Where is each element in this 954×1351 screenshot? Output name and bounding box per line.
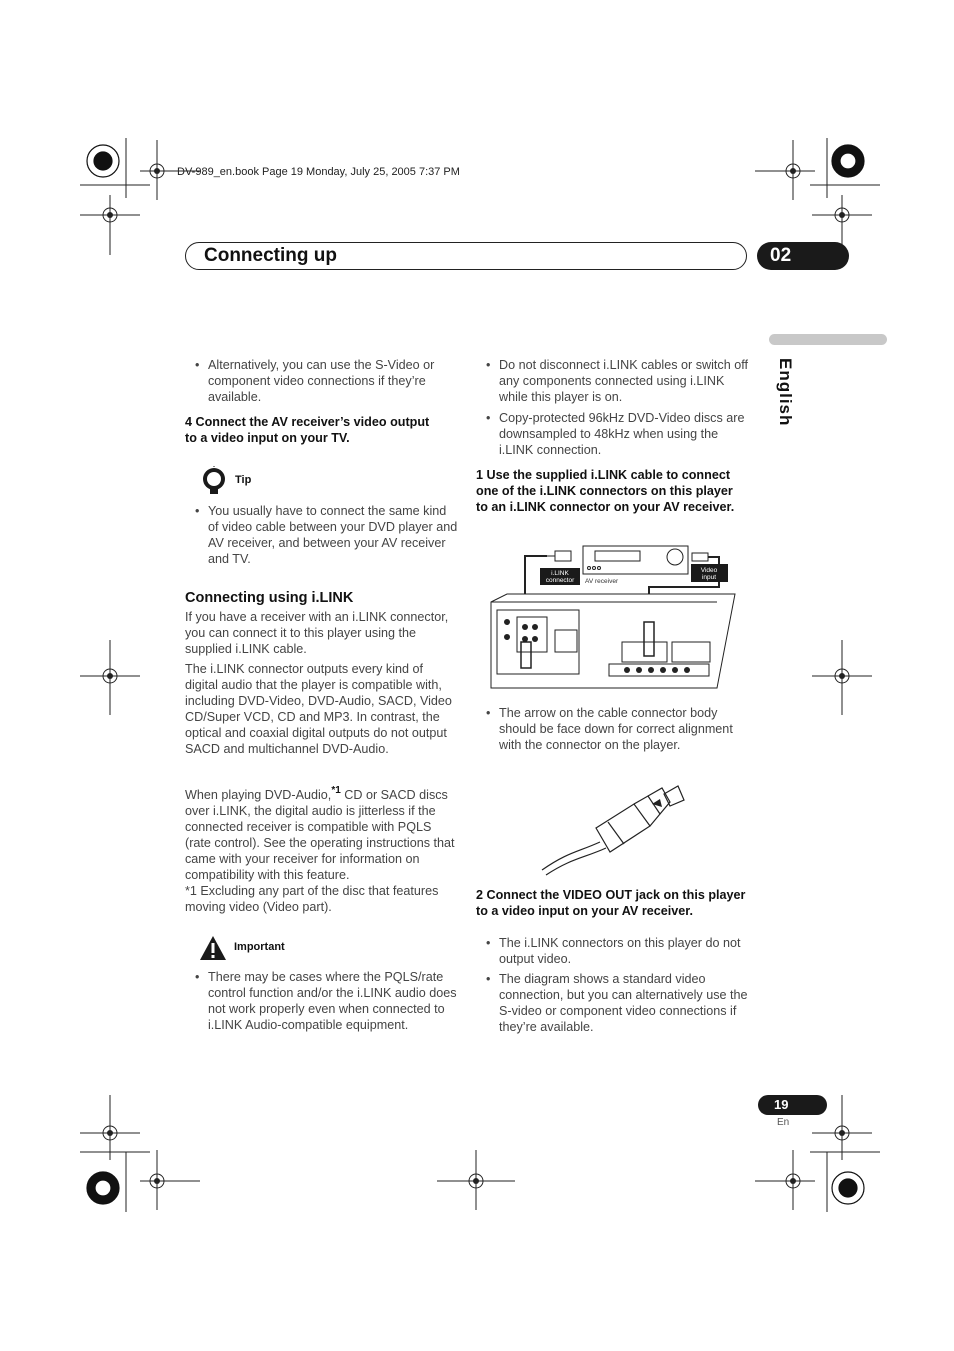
right-bullet-3: The arrow on the cable connector body should be face down for correct alignment with the connector on the player. [499,706,733,753]
paragraph-3-rest: CD or SACD discs over i.LINK, the digital audio is jitterless if the connected receiver is compatible with PQLS (rate control). See the operating instructions that came with your receiver for information on compatibility with this feature. [185,788,455,883]
bullet-dot-icon: • [486,936,491,950]
ilink-label-2: connector [545,577,575,584]
paragraph-3 [185,783,457,884]
right-bullet-5: The diagram shows a standard video connection, but you can alternatively use the S-video or component video connections if they’re available. [499,972,748,1035]
right-bullet-2: Copy-protected 96kHz DVD-Video discs are downsampled to 48kHz when using the i.LINK connection. [499,411,745,458]
language-tab [769,334,887,345]
bullet-dot-icon: • [195,504,200,518]
important-warning-icon [199,935,227,961]
page-number-badge [758,1095,827,1115]
footnote: *1 Excluding any part of the disc that features moving video (Video part). [185,884,439,915]
ilink-cable-plug-illustration [538,782,688,877]
bullet-dot-icon: • [195,358,200,372]
bullet-dot-icon: • [486,411,491,425]
bullet-dot-icon: • [195,970,200,984]
ilink-label-1: i.LINK [551,570,569,577]
paragraph-2: The i.LINK connector outputs every kind of digital audio that the player is compatible with, including DVD-Video, DVD-Audio, SACD, Video CD/Super VCD, CD and MP3. In contrast, the optical and coaxial digital outputs do not output SACD and multichannel DVD-Audio. [185,662,452,757]
bullet-dot-icon: • [486,706,491,720]
page-language: En [777,1117,790,1128]
video-input-label-1: Video [700,567,718,574]
video-input-label-2: input [701,574,717,581]
paragraph-1: If you have a receiver with an i.LINK connector, you can connect it to this player using the supplied i.LINK cable. [185,610,449,657]
chapter-number: 02 [770,245,792,266]
bullet-dot-icon: • [486,972,491,986]
tip-label: Tip [235,474,252,486]
language-label: English [776,358,795,427]
important-bullet: There may be cases where the PQLS/rate control function and/or the i.LINK audio does not work properly even when connected to i.LINK Audio-compatible equipment. [208,970,457,1033]
left-bullet-1: Alternatively, you can use the S-Video or component video connections if they’re available. [208,358,435,405]
paragraph-3-start: When playing DVD-Audio, [185,788,332,802]
bullet-dot-icon: • [486,358,491,372]
step-1: 1 Use the supplied i.LINK cable to connect one of the i.LINK connectors on this player to an i.LINK connector on your AV receiver. [476,468,735,515]
ilink-connection-diagram [487,542,737,692]
page-number: 19 [774,1097,789,1112]
page-title: Connecting up [204,245,337,266]
tip-bullet: You usually have to connect the same kind of video cable between your DVD player and AV receiver, and between your AV receiver and TV. [208,504,458,567]
book-info: DV-989_en.book Page 19 Monday, July 25, 2005 7:37 PM [177,166,460,178]
right-bullet-4: The i.LINK connectors on this player do not output video. [499,936,741,967]
right-bullet-1: Do not disconnect i.LINK cables or switch off any components connected using i.LINK while this player is on. [499,358,748,405]
step-2: 2 Connect the VIDEO OUT jack on this player to a video input on your AV receiver. [476,888,746,919]
tip-lightbulb-icon [199,466,229,496]
section-title: Connecting using i.LINK [185,590,354,606]
av-receiver-label: AV receiver [585,578,619,585]
footnote-ref: *1 [331,785,341,796]
important-label: Important [234,941,285,953]
step-4: 4 Connect the AV receiver’s video output to a video input on your TV. [185,415,430,446]
